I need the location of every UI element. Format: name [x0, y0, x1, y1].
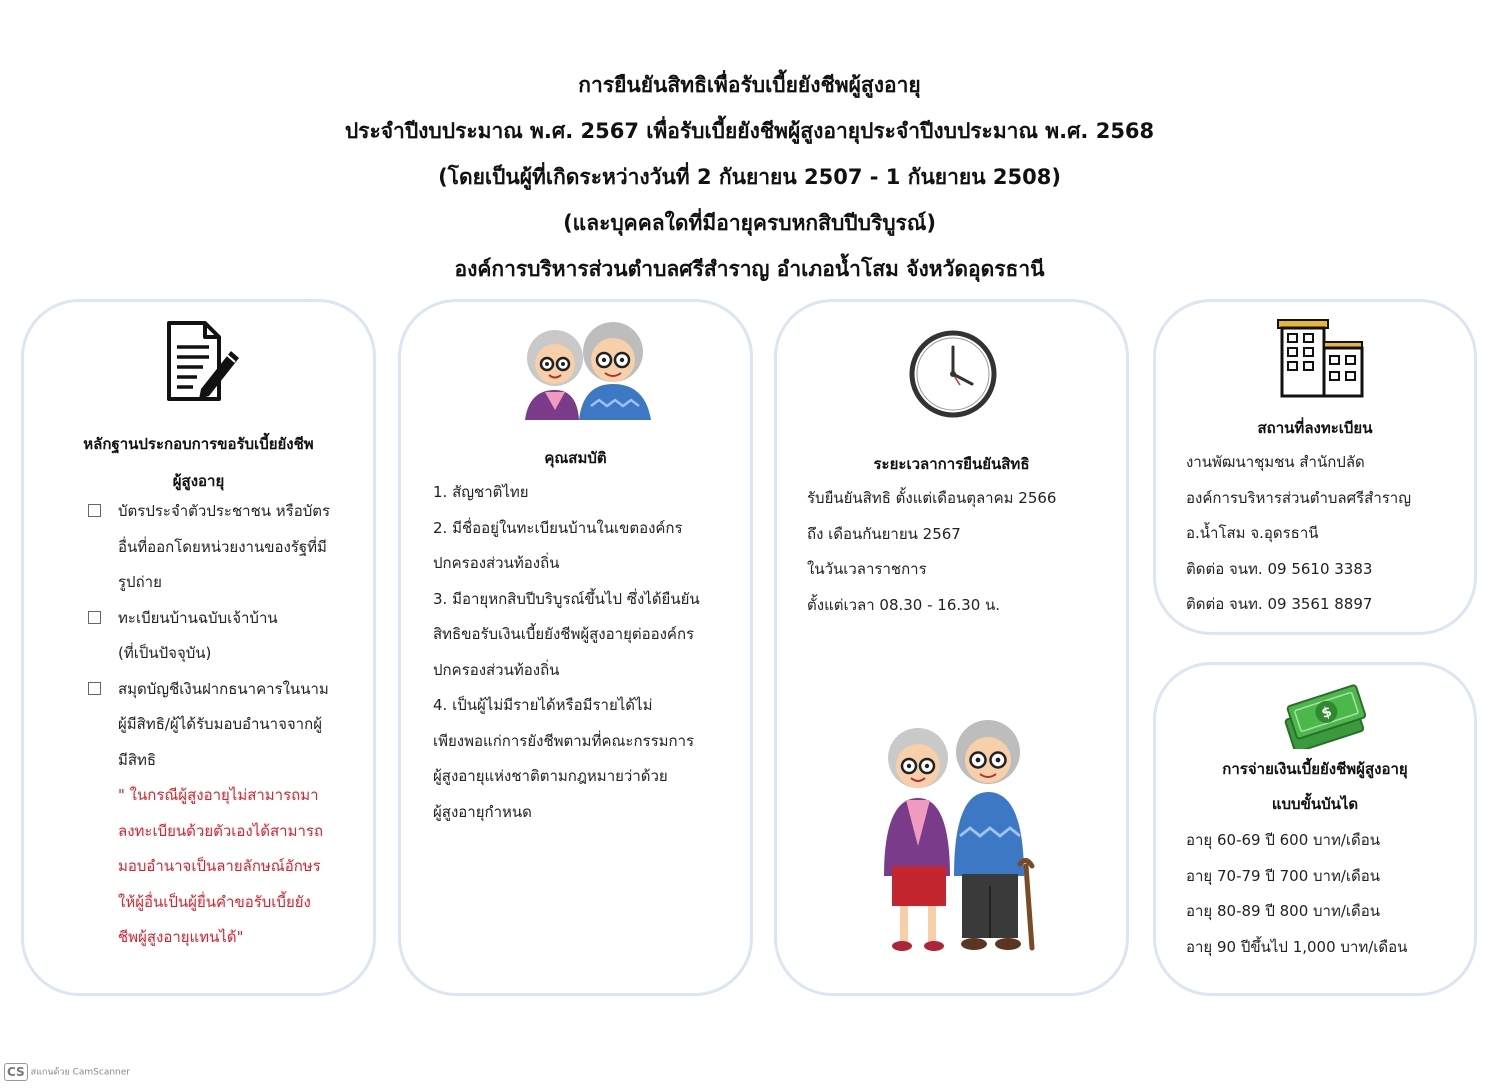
camscanner-watermark — [4, 1063, 130, 1081]
header-organization: องค์การบริหารส่วนตำบลศรีสำราญ อำเภอน้ำโสม จังหวัดอุดรธานี — [454, 257, 1045, 281]
building-icon — [1272, 318, 1368, 398]
qualification-line: 3. มีอายุหกสิบปีบริบูรณ์ขึ้นไป ซึ่งได้ยืนยัน — [433, 589, 700, 608]
checkbox-icon — [88, 682, 101, 695]
qualifications-card — [398, 299, 753, 996]
location-line: ติดต่อ จนท. 09 3561 8897 — [1186, 595, 1373, 613]
document-edit-icon — [161, 319, 241, 403]
period-line: รับยืนยันสิทธิ ตั้งแต่เดือนตุลาคม 2566 — [807, 489, 1057, 507]
document-item-text: รูปถ่าย — [118, 573, 162, 591]
period-title: ระยะเวลาการยืนยันสิทธิ — [873, 455, 1030, 473]
qualification-line: เพียงพอแก่การยังชีพตามที่คณะกรรมการ — [433, 731, 695, 750]
location-line: งานพัฒนาชุมชน สำนักปลัด — [1186, 453, 1365, 471]
camscanner-text: สแกนด้วย CamScanner — [30, 1067, 130, 1078]
proxy-note-line: ลงทะเบียนด้วยตัวเองได้สามารถ — [118, 821, 324, 840]
location-card — [1153, 299, 1477, 635]
qualifications-title: คุณสมบัติ — [544, 449, 607, 467]
location-line: ติดต่อ จนท. 09 5610 3383 — [1186, 559, 1373, 578]
qualification-line: 1. สัญชาติไทย — [433, 483, 529, 501]
qualification-line: 4. เป็นผู้ไม่มีรายได้หรือมีรายได้ไม่ — [433, 696, 653, 714]
location-title: สถานที่ลงทะเบียน — [1257, 419, 1373, 437]
proxy-note-line: " ในกรณีผู้สูงอายุไม่สามารถมา — [118, 786, 319, 804]
payment-list — [1186, 823, 1407, 965]
document-item-text: ทะเบียนบ้านฉบับเจ้าบ้าน — [118, 608, 278, 627]
documents-list — [118, 494, 330, 956]
period-card — [774, 299, 1129, 996]
documents-title: หลักฐานประกอบการขอรับเบี้ยยังชีพ ผู้สูงอายุ — [83, 435, 314, 490]
location-list — [1186, 445, 1411, 623]
proxy-note-line: มอบอำนาจเป็นลายลักษณ์อักษร — [118, 857, 321, 875]
proxy-note-line: ให้ผู้อื่นเป็นผู้ยื่นคำขอรับเบี้ยยัง — [118, 892, 311, 911]
payment-rate-line: อายุ 80-89 ปี 800 บาท/เดือน — [1186, 902, 1381, 920]
qualification-line: ผู้สูงอายุแห่งชาติตามกฎหมายว่าด้วย — [433, 767, 668, 785]
qualification-line: ปกครองส่วนท้องถิ่น — [433, 554, 560, 572]
elderly-couple-illustration — [870, 716, 1040, 961]
proxy-note-line: ชีพผู้สูงอายุแทนได้" — [118, 928, 244, 946]
period-line: ตั้งแต่เวลา 08.30 - 16.30 น. — [807, 595, 1001, 614]
location-line: อ.น้ำโสม จ.อุดรธานี — [1186, 524, 1319, 542]
money-icon — [1280, 677, 1374, 749]
documents-card — [21, 299, 376, 996]
qualifications-list — [433, 475, 700, 830]
document-item-text: มีสิทธิ — [118, 750, 157, 769]
payment-rate-line: อายุ 60-69 ปี 600 บาท/เดือน — [1186, 831, 1381, 849]
document-item-text: ผู้มีสิทธิ/ผู้ได้รับมอบอำนาจจากผู้ — [118, 715, 322, 733]
qualification-line: สิทธิขอรับเงินเบี้ยยังชีพผู้สูงอายุต่อองค์กร — [433, 625, 695, 643]
payment-title: การจ่ายเงินเบี้ยยังชีพผู้สูงอายุ แบบขั้นบันได — [1222, 760, 1408, 813]
document-checklist-item — [118, 494, 330, 601]
period-list — [807, 481, 1056, 623]
period-line: ในวันเวลาราชการ — [807, 560, 927, 578]
document-item-text: อื่นที่ออกโดยหน่วยงานของรัฐที่มี — [118, 537, 327, 556]
document-checklist-item — [118, 672, 330, 779]
qualification-line: 2. มีชื่ออยู่ในทะเบียนบ้านในเขตองค์กร — [433, 518, 683, 537]
payment-rate-line: อายุ 70-79 ปี 700 บาท/เดือน — [1186, 866, 1381, 885]
header-birth-range: (โดยเป็นผู้ที่เกิดระหว่างวันที่ 2 กันยายน 2507 - 1 กันยายน 2508) — [438, 165, 1061, 189]
payment-card — [1153, 662, 1477, 996]
qualification-line: ปกครองส่วนท้องถิ่น — [433, 660, 560, 679]
page-header — [0, 62, 1499, 292]
checkbox-icon — [88, 611, 101, 624]
document-item-text: บัตรประจำตัวประชาชน หรือบัตร — [118, 502, 331, 520]
header-fiscal-year: ประจำปีงบประมาณ พ.ศ. 2567 เพื่อรับเบี้ยยังชีพผู้สูงอายุประจำปีงบประมาณ พ.ศ. 2568 — [344, 119, 1155, 143]
header-age-condition: (และบุคคลใดที่มีอายุครบหกสิบปีบริบูรณ์) — [563, 211, 936, 235]
clock-icon — [908, 329, 998, 419]
period-line: ถึง เดือนกันยายน 2567 — [807, 524, 961, 543]
document-item-text: (ที่เป็นปัจจุบัน) — [118, 644, 212, 662]
qualification-line: ผู้สูงอายุกำหนด — [433, 802, 532, 821]
camscanner-logo: CS — [4, 1063, 28, 1081]
svg-text:$: $ — [1319, 703, 1334, 723]
header-title: การยืนยันสิทธิเพื่อรับเบี้ยยังชีพผู้สูงอายุ — [578, 73, 921, 97]
payment-rate-line: อายุ 90 ปีขึ้นไป 1,000 บาท/เดือน — [1186, 937, 1408, 956]
document-item-text: สมุดบัญชีเงินฝากธนาคารในนาม — [118, 679, 329, 698]
elderly-couple-icon — [517, 320, 657, 420]
proxy-note — [118, 778, 330, 956]
document-checklist-item — [118, 601, 330, 672]
location-line: องค์การบริหารส่วนตำบลศรีสำราญ — [1186, 488, 1411, 507]
checkbox-icon — [88, 504, 101, 517]
